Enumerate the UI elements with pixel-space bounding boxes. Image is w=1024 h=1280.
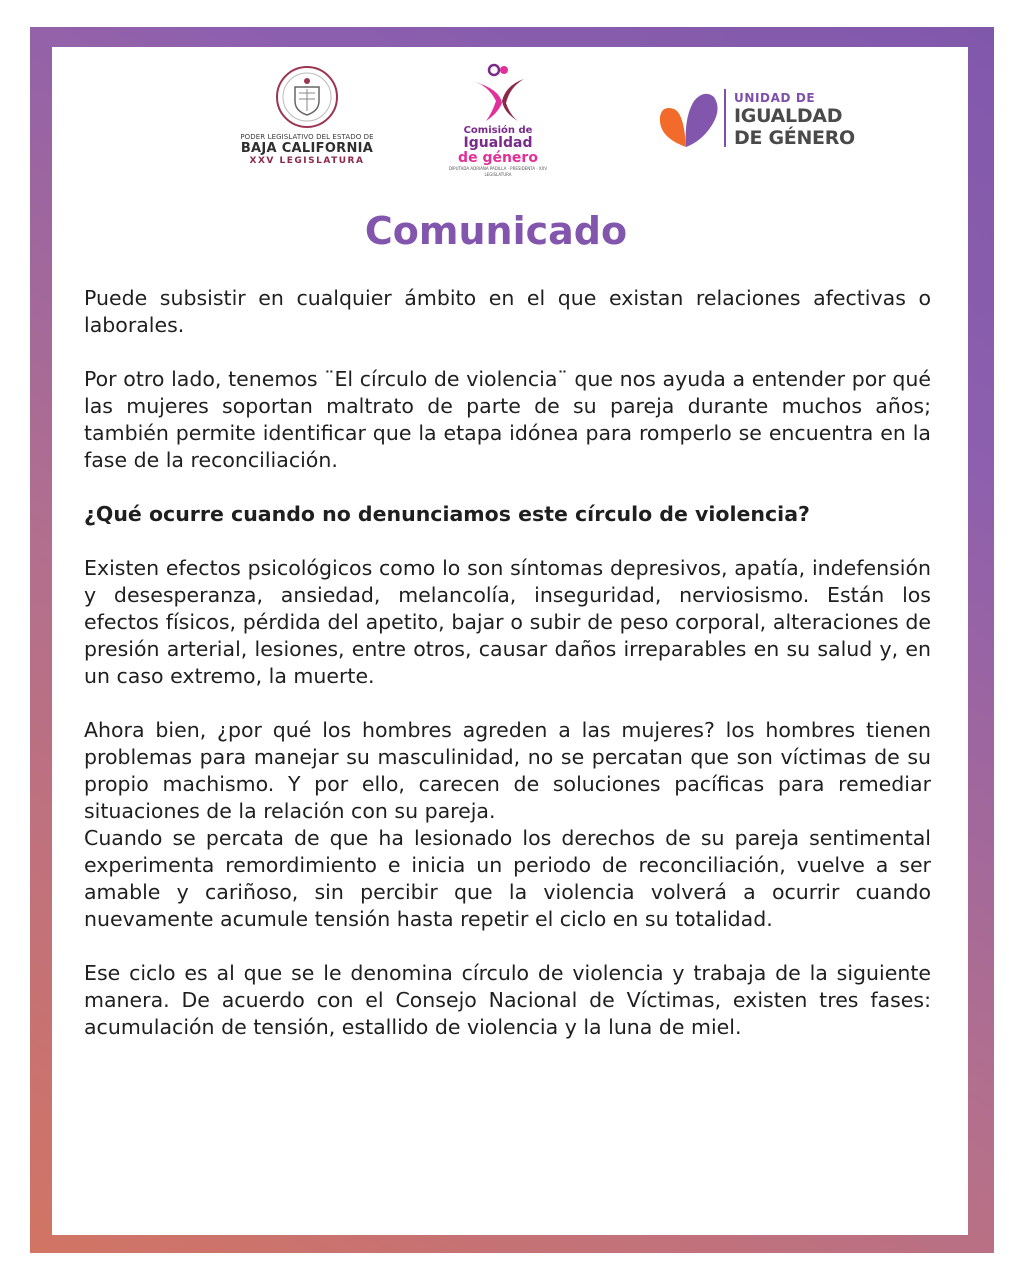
paragraph-2: Por otro lado, tenemos ¨El círculo de violencia¨ que nos ayuda a entender por qué las mujeres soportan maltrato de parte de su pareja durante muchos años; también permite identificar que la etapa idónea para romperlo se encuentra en la fase de la reconciliación. — [84, 367, 931, 472]
document-page — [52, 47, 968, 1235]
page-title: Comunicado — [364, 209, 628, 253]
heart-wings-icon — [656, 87, 720, 151]
paragraph-1: Puede subsistir en cualquier ámbito en el que existan relaciones afectivas o laborales. — [84, 286, 931, 337]
document-body — [84, 285, 931, 1068]
paragraph-5: Cuando se percata de que ha lesionado los derechos de su pareja sentimental experimenta remordimiento e inicia un periodo de reconciliación, vuelve a ser amable y cariñoso, sin percibir que la violencia volverá a ocurrir cuando nuevamente acumule tensión hasta repetir el ciclo en su totalidad. — [84, 826, 931, 931]
comision-line-2: Igualdad — [463, 135, 533, 151]
congreso-subtitle: PODER LEGISLATIVO DEL ESTADO DE — [240, 133, 374, 141]
unidad-line-2: IGUALDAD — [734, 105, 843, 127]
unidad-divider — [724, 89, 726, 147]
comision-logo — [436, 63, 560, 181]
unidad-line-3: DE GÉNERO — [734, 127, 855, 149]
unidad-line-1: UNIDAD DE — [734, 91, 816, 105]
congreso-state-name: BAJA CALIFORNIA — [240, 141, 374, 156]
unidad-logo — [656, 87, 886, 157]
state-seal-icon — [275, 65, 339, 129]
congreso-logo — [222, 65, 392, 177]
paragraph-3: Existen efectos psicológicos como lo son síntomas depresivos, apatía, indefensión y desesperanza, ansiedad, melancolía, inseguridad, nerviosismo. Están los efectos físicos, pérdida del apetito, bajar o subir de peso corporal, alteraciones de presión arterial, lesiones, entre otros, causar daños irreparables en su salud y, en un caso extremo, la muerte. — [84, 556, 931, 688]
comision-tagline: DIPUTADA ADRIANA PADILLA · PRESIDENTA · XXV LEGISLATURA — [448, 166, 548, 177]
paragraph-6: Ese ciclo es al que se le denomina círculo de violencia y trabaja de la siguiente manera. De acuerdo con el Consejo Nacional de Víctimas, existen tres fases: acumulación de tensión, estallido de violencia y la luna de miel. — [84, 961, 931, 1039]
figure-icon — [466, 63, 530, 125]
comision-line-3: de género — [458, 150, 538, 166]
comision-line-1: Comisión de — [463, 125, 533, 136]
question-heading: ¿Qué ocurre cuando no denunciamos este círculo de violencia? — [84, 502, 810, 526]
paragraph-4: Ahora bien, ¿por qué los hombres agreden a las mujeres? los hombres tienen problemas para manejar su masculinidad, no se percatan que son víctimas de su propio machismo. Y por ello, carecen de soluciones pacíficas para remediar situaciones de la relación con su pareja. — [84, 718, 931, 823]
congreso-legislatura: XXV LEGISLATURA — [249, 156, 365, 166]
